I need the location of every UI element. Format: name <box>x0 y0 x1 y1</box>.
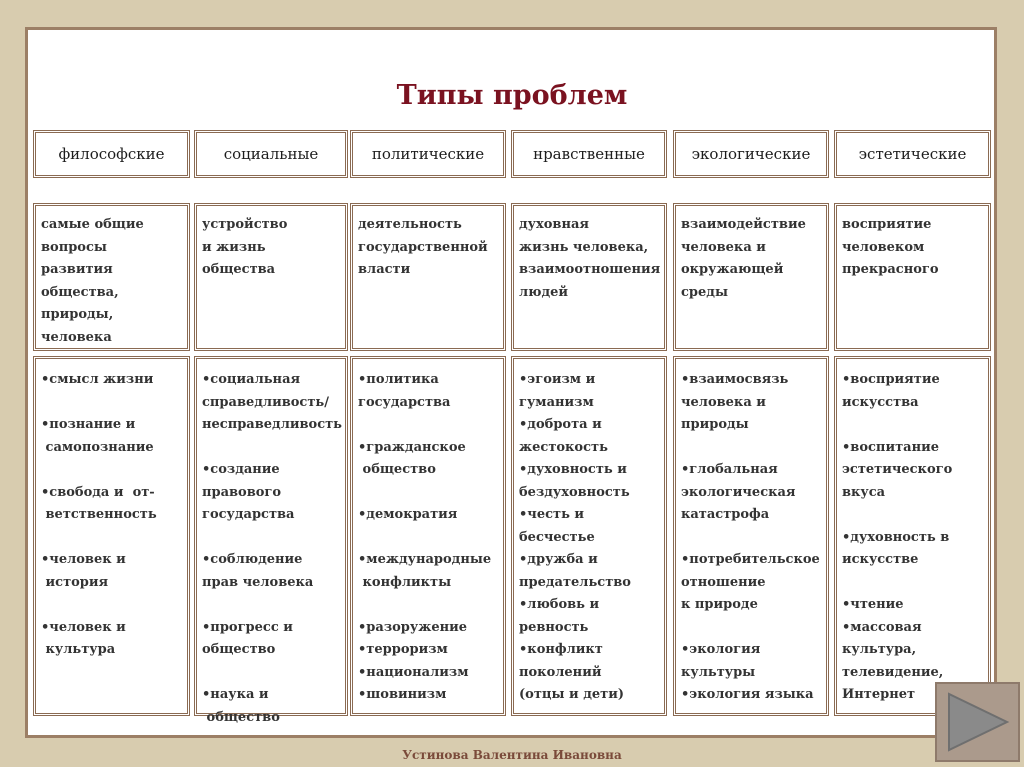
column-description: духовная жизнь человека, взаимоотношения людей <box>511 203 667 351</box>
column-description: восприятие человеком прекрасного <box>834 203 991 351</box>
list-item-line: Интернет <box>842 687 916 702</box>
list-item-line: гуманизм <box>519 394 594 410</box>
list-item-line: государства <box>358 394 451 410</box>
list-item-line: прав человека <box>202 574 314 590</box>
column-header: экологические <box>673 130 829 178</box>
column-description: устройство и жизнь общества <box>194 203 348 351</box>
list-item-line: ревность <box>519 619 589 635</box>
column-issue-list <box>834 356 991 716</box>
list-item-line: культура <box>41 642 116 657</box>
list-item-line: искусстве <box>842 552 919 567</box>
column-header: философские <box>33 130 190 178</box>
column-description: деятельность государственной власти <box>350 203 506 351</box>
column-issue-list <box>194 356 348 725</box>
list-item-line: •шовинизм <box>358 687 447 702</box>
list-item-line: •познание и <box>41 417 136 432</box>
list-item-line: •гражданское <box>358 439 466 455</box>
list-item-line: эстетического <box>842 462 953 477</box>
list-item-line: поколений <box>519 664 602 680</box>
list-item-line: •разоружение <box>358 619 468 635</box>
list-item-line: •дружба и <box>519 552 598 567</box>
column-description: самые общие вопросы развития общества, природы, человека <box>33 203 190 351</box>
list-item-line: бесчестье <box>519 529 595 545</box>
list-item-line: природы <box>681 417 749 432</box>
list-item-line: •восприятие <box>842 372 940 387</box>
list-item-line: •терроризм <box>358 642 448 657</box>
list-item-line: жестокость <box>519 439 608 455</box>
column-header: политические <box>350 130 506 178</box>
column-header: социальные <box>194 130 348 178</box>
slide-title: Типы проблем <box>396 80 628 111</box>
list-item-line: •глобальная <box>681 462 778 477</box>
list-item-line: общество <box>358 462 436 477</box>
column-header: эстетические <box>834 130 991 178</box>
list-item-line: телевидение, <box>842 664 944 680</box>
list-item-line: •национализм <box>358 664 469 680</box>
list-item-line: •прогресс и <box>202 619 293 635</box>
list-item-line: •наука и <box>202 687 269 702</box>
list-item-line: к природе <box>681 597 758 612</box>
list-item-line: •смысл жизни <box>41 372 154 387</box>
list-item-line: государства <box>202 507 295 522</box>
list-item-line: •доброта и <box>519 417 602 432</box>
list-item-line: •духовность в <box>842 529 950 545</box>
list-item-line: •любовь и <box>519 597 600 612</box>
list-item-line: культуры <box>681 664 756 680</box>
list-item-line: история <box>41 574 109 590</box>
list-item-line: •свобода и от- <box>41 484 155 500</box>
list-item-line: •человек и <box>41 619 126 635</box>
list-item-line: •конфликт <box>519 642 603 657</box>
column-description: взаимодействие человека и окружающей среды <box>673 203 829 351</box>
list-item-line: •чтение <box>842 597 904 612</box>
list-item-line: •массовая <box>842 619 922 635</box>
list-item-line: •политика <box>358 372 439 387</box>
column-issue-list <box>33 356 190 716</box>
column-issue-list <box>511 356 667 716</box>
list-item-line: •соблюдение <box>202 552 303 567</box>
list-item-line: •честь и <box>519 507 585 522</box>
next-slide-button[interactable] <box>935 682 1020 762</box>
column-header: нравственные <box>511 130 667 178</box>
list-item-line: искусства <box>842 394 919 410</box>
list-item-line: •международные <box>358 552 492 567</box>
list-item-line: •человек и <box>41 552 126 567</box>
list-item-line: правового <box>202 484 282 500</box>
column-issue-list <box>350 356 506 716</box>
list-item-line: человека и <box>681 394 766 410</box>
list-item-line: •эгоизм и <box>519 372 596 387</box>
list-item-line: •создание <box>202 462 280 477</box>
list-item-line: (отцы и дети) <box>519 687 624 702</box>
list-item-line: катастрофа <box>681 507 770 522</box>
list-item-line: экологическая <box>681 484 796 500</box>
list-item-line: •демократия <box>358 507 458 522</box>
list-item-line: ветственность <box>41 507 157 522</box>
list-item-line: культура, <box>842 642 917 657</box>
author-footer: Устинова Валентина Ивановна <box>402 748 622 762</box>
column-issue-list <box>673 356 829 716</box>
list-item-line: отношение <box>681 574 766 590</box>
play-triangle-icon <box>937 684 1018 760</box>
list-item-line: общество <box>202 709 280 725</box>
list-item-line: •экология <box>681 642 761 657</box>
list-item-line: конфликты <box>358 574 452 590</box>
list-item-line: справедливость/ <box>202 394 329 410</box>
list-item-line: предательство <box>519 574 631 590</box>
list-item-line: •взаимосвязь <box>681 372 789 387</box>
list-item-line: общество <box>202 642 276 657</box>
list-item-line: •потребительское <box>681 552 820 567</box>
list-item-line: бездуховность <box>519 484 630 500</box>
list-item-line: •духовность и <box>519 462 627 477</box>
list-item-line: самопознание <box>41 439 154 455</box>
list-item-line: •экология языка <box>681 687 814 702</box>
list-item-line: несправедливость <box>202 417 343 432</box>
list-item-line: •социальная <box>202 372 301 387</box>
list-item-line: вкуса <box>842 484 886 500</box>
list-item-line: •воспитание <box>842 439 939 455</box>
